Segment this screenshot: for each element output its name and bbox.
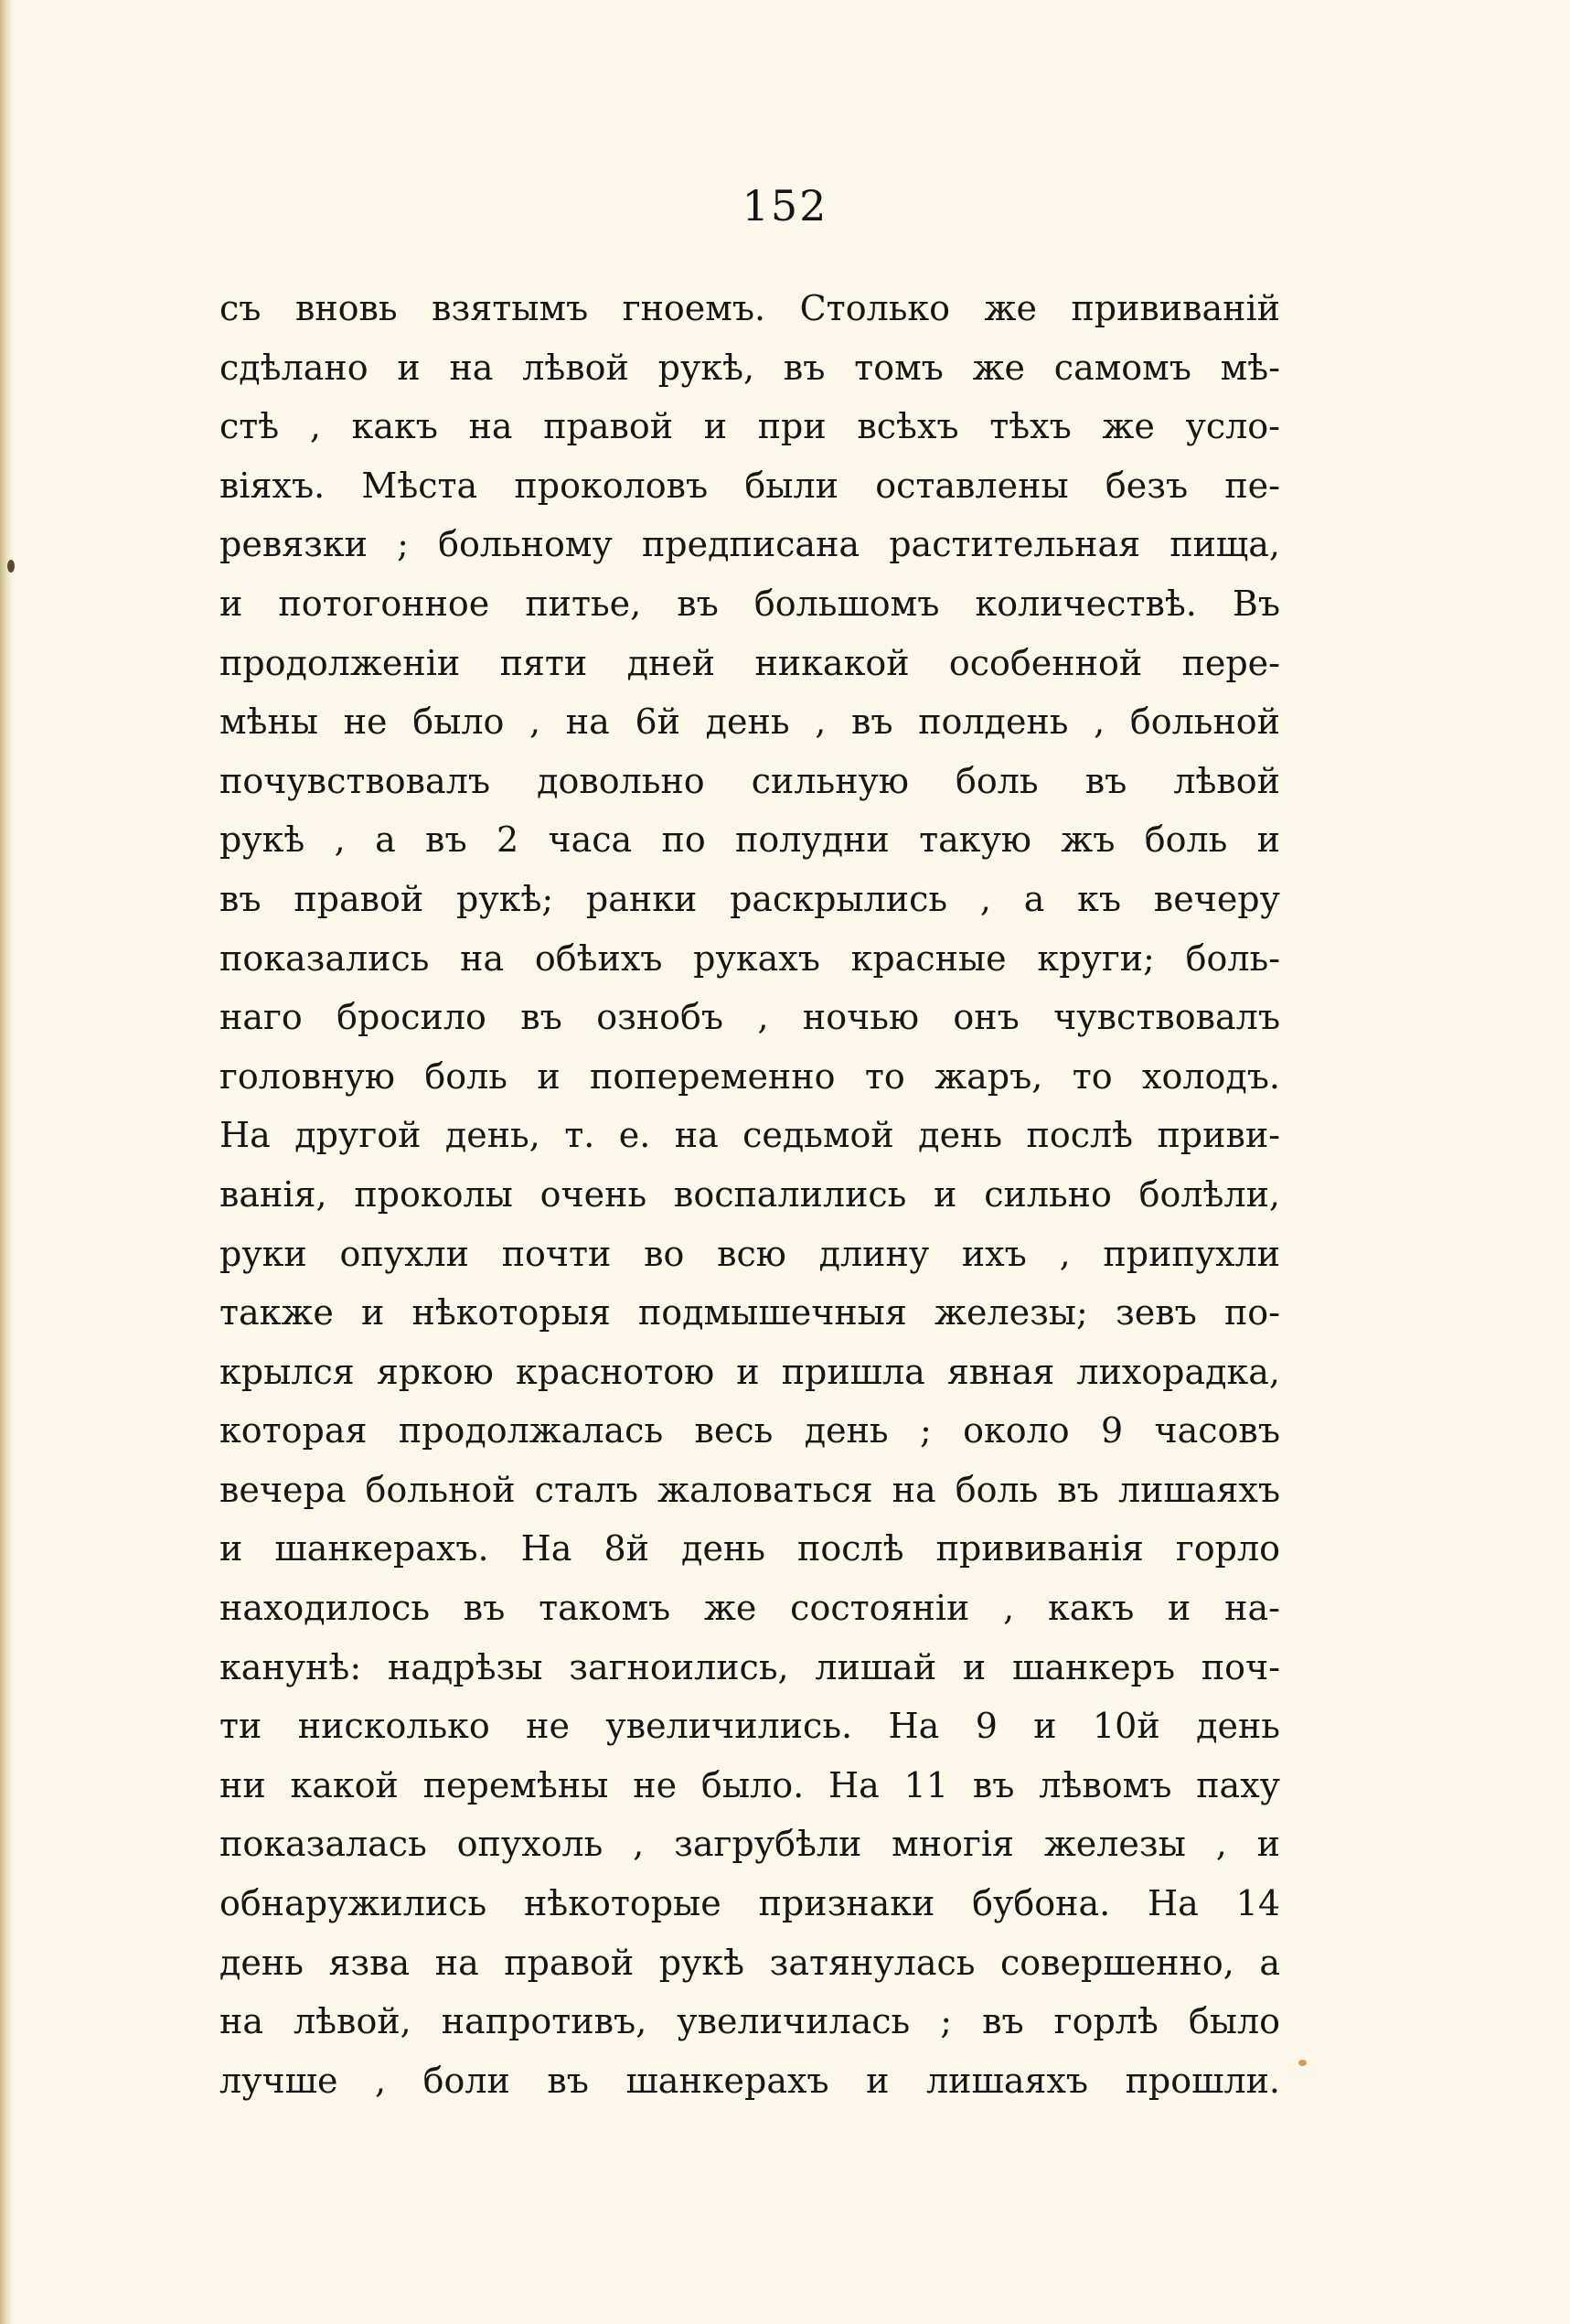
text-line: почувствовалъ довольно сильную боль въ лѣвой <box>219 760 1280 801</box>
text-line: мѣны не было , на 6й день , въ полдень , больной <box>219 701 1280 743</box>
text-line: стѣ , какъ на правой и при всѣхъ тѣхъ же усло- <box>219 406 1280 447</box>
text-line: крылся яркою краснотою и пришла явная лихорадка, <box>219 1351 1280 1392</box>
text-line: которая продолжалась весь день ; около 9 часовъ <box>219 1410 1280 1451</box>
text-line: віяхъ. Мѣста проколовъ были оставлены безъ пе- <box>219 465 1280 506</box>
text-line: день язва на правой рукѣ затянулась совершенно, а <box>219 1942 1280 1983</box>
text-line: сдѣлано и на лѣвой рукѣ, въ томъ же самомъ мѣ- <box>219 347 1280 388</box>
text-line: рукѣ , а въ 2 часа по полудни такую жъ боль и <box>219 819 1280 861</box>
text-line: обнаружились нѣкоторые признаки бубона. На 14 <box>219 1883 1280 1924</box>
text-line: въ правой рукѣ; ранки раскрылись , а къ вечеру <box>219 878 1280 919</box>
text-line: На другой день, т. е. на седьмой день послѣ приви- <box>219 1115 1280 1156</box>
text-line: ванія, проколы очень воспалились и сильно болѣли, <box>219 1173 1280 1215</box>
text-line: показалась опухоль , загрубѣли многія железы , и <box>219 1824 1280 1865</box>
text-line: ти нисколько не увеличились. На 9 и 10й день <box>219 1706 1280 1747</box>
text-line: руки опухли почти во всю длину ихъ , припухли <box>219 1233 1280 1274</box>
text-line: лучше , боли въ шанкерахъ и лишаяхъ прошли. <box>219 2060 1280 2101</box>
text-line: и потогонное питье, въ большомъ количествѣ. Въ <box>219 583 1280 624</box>
text-line: находилось въ такомъ же состояніи , какъ и на- <box>219 1588 1280 1629</box>
ink-speck <box>7 560 15 573</box>
body-text <box>219 279 1280 2110</box>
text-line: головную боль и попеременно то жаръ, то холодъ. <box>219 1055 1280 1097</box>
text-line: показались на обѣихъ рукахъ красные круги; боль- <box>219 937 1280 979</box>
text-line: ни какой перемѣны не было. На 11 въ лѣвомъ паху <box>219 1764 1280 1805</box>
text-line: и шанкерахъ. На 8й день послѣ прививанія горло <box>219 1528 1280 1569</box>
text-line: ревязки ; больному предписана растительная пища, <box>219 524 1280 565</box>
ink-speck <box>1298 2060 1307 2066</box>
text-line: также и нѣкоторыя подмышечныя железы; зевъ по- <box>219 1292 1280 1333</box>
page-number: 152 <box>742 181 828 230</box>
text-line: съ вновь взятымъ гноемъ. Столько же прививаній <box>219 288 1280 328</box>
text-line: вечера больной сталъ жаловаться на боль въ лишаяхъ <box>219 1469 1280 1510</box>
page-binding-edge <box>0 0 13 2324</box>
text-line: продолженіи пяти дней никакой особенной пере- <box>219 642 1280 683</box>
text-line: канунѣ: надрѣзы загноились, лишай и шанкеръ поч- <box>219 1646 1280 1687</box>
text-line: на лѣвой, напротивъ, увеличилась ; въ горлѣ было <box>219 2001 1280 2042</box>
text-line: наго бросило въ ознобъ , ночью онъ чувствовалъ <box>219 997 1280 1038</box>
